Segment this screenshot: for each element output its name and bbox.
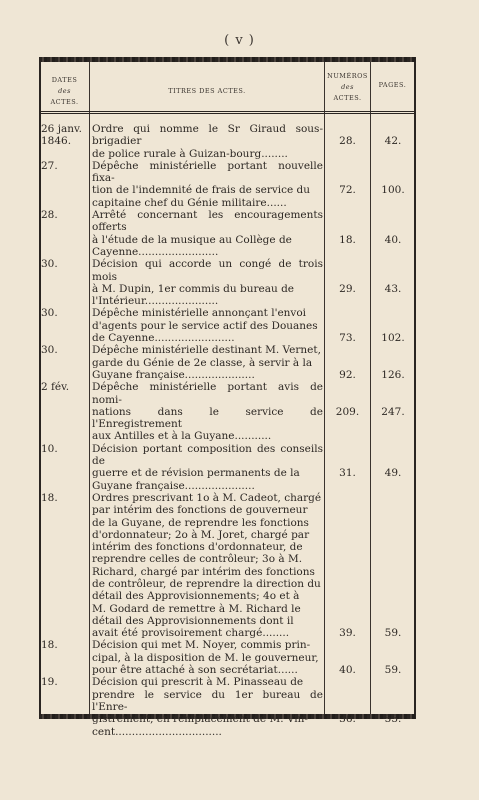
header-numbers-line2: des [341, 83, 354, 91]
row-title-line: Ordre qui nomme le Sr Giraud sous-brigadier [92, 123, 323, 148]
header-numbers-line3: ACTES. [333, 94, 362, 102]
row-title [92, 160, 323, 209]
row-title-line: tion de l'indemnité de frais de service du [92, 184, 311, 197]
row-date [41, 123, 83, 148]
row-date-line: 19. [41, 676, 58, 689]
row-date-line: 18. [41, 639, 58, 652]
row-title-line: à l'étude de la musique au Collège de [92, 233, 292, 246]
row-date [41, 676, 83, 688]
row-date [41, 492, 83, 504]
row-title-line: Décision qui accorde un congé de trois mois [92, 258, 323, 283]
page-number: ( v ) [224, 33, 255, 48]
row-act-number: 72. [339, 184, 356, 197]
table-row [39, 123, 416, 160]
table-row [39, 209, 416, 258]
row-act-number: 36. [339, 713, 356, 726]
row-title [92, 123, 323, 160]
row-page-number: 49. [384, 467, 402, 480]
row-title [92, 639, 323, 676]
row-title-line: l'Intérieur...................... [92, 295, 219, 308]
row-title-line: reprendre celles de contrôleur; 3o à M. [92, 553, 303, 566]
row-title-line: capitaine chef du Génie militaire...... [92, 196, 287, 209]
row-title-line: Dépêche ministérielle portant nouvelle fixa- [92, 159, 323, 185]
row-act-number: 29. [339, 282, 356, 295]
header-dates-line2: des [58, 87, 71, 95]
row-title-line: Décision portant composition des conseils de [92, 442, 323, 468]
row-act-number: 40. [339, 664, 356, 677]
table-body [39, 123, 416, 738]
row-date [41, 209, 83, 221]
row-title-line: de Cayenne........................ [92, 332, 235, 345]
row-date [41, 258, 83, 270]
row-page-number: 247. [381, 405, 405, 418]
row-act-number: 18. [339, 233, 356, 246]
row-page-number: 126. [381, 368, 405, 381]
row-date-line: 18. [41, 491, 58, 504]
row-title-line: gistrement, en remplacement de M. Vin- [92, 713, 308, 726]
row-title [92, 676, 323, 737]
row-title [92, 443, 323, 492]
row-title-line: d'agents pour le service actif des Douanes [92, 319, 318, 332]
row-page-number: 42. [384, 135, 402, 148]
row-date [41, 344, 83, 356]
row-title-line: M. Godard de remettre à M. Richard le [92, 602, 301, 615]
row-title-line: Décision qui met M. Noyer, commis prin- [92, 639, 311, 652]
header-titles: TITRES DES ACTES. [168, 87, 246, 95]
row-title-line: prendre le service du 1er bureau de l'Enre- [92, 688, 323, 713]
row-title-line: à M. Dupin, 1er commis du bureau de [92, 282, 295, 295]
table-row [39, 160, 416, 209]
row-title-line: Ordres prescrivant 1o à M. Cadeot, chargé [92, 491, 322, 504]
row-title-line: Richard, chargé par intérim des fonctions [92, 565, 315, 578]
row-title-line: d'ordonnateur; 2o à M. Joret, chargé par [92, 528, 310, 541]
row-date [41, 381, 83, 393]
row-page-number: 40. [384, 233, 402, 246]
row-title-line: par intérim des fonctions de gouverneur [92, 504, 308, 517]
row-title-line: de police rurale à Guizan-bourg........ [92, 147, 288, 160]
row-date-line: 30. [41, 258, 58, 271]
header-separator [39, 111, 416, 114]
row-date [41, 307, 83, 319]
table-row [39, 258, 416, 307]
row-title-line: Dépêche ministérielle annonçant l'envoi [92, 307, 307, 320]
row-act-number: 92. [339, 368, 356, 381]
row-date-line: 26 janv. [41, 123, 83, 135]
table-row [39, 381, 416, 442]
row-title-line: Décision qui prescrit à M. Pinasseau de [92, 676, 304, 689]
row-date-line: 1846. [41, 135, 72, 148]
row-date [41, 160, 83, 172]
row-title-line: cent................................ [92, 725, 222, 738]
row-date-line: 28. [41, 209, 58, 222]
row-page-number: 100. [381, 184, 405, 197]
row-act-number: 31. [339, 467, 356, 480]
row-title-line: cipal, à la disposition de M. le gouverneur, [92, 651, 319, 664]
row-date-line: 27. [41, 159, 58, 172]
row-title-line: guerre et de révision permanents de la [92, 467, 300, 480]
row-title-line: garde du Génie de 2e classe, à servir à la [92, 356, 313, 369]
row-act-number: 73. [339, 332, 356, 345]
row-title-line: intérim des fonctions d'ordonnateur, de [92, 541, 303, 554]
row-title-line: Cayenne........................ [92, 245, 219, 258]
header-dates-line3: ACTES. [50, 98, 79, 106]
row-date-line: 10. [41, 442, 58, 455]
table-row [39, 443, 416, 492]
row-title-line: Dépêche ministérielle destinant M. Vernet, [92, 344, 321, 357]
row-act-number: 28. [339, 135, 356, 148]
row-title-line: pour être attaché à son secrétariat...... [92, 664, 298, 677]
row-title-line: détail des Approvisionnements; 4o et à [92, 590, 300, 603]
row-date-line: 2 fév. [41, 381, 70, 394]
row-page-number: 43. [384, 282, 402, 295]
row-title-line: de la Guyane, de reprendre les fonctions [92, 516, 309, 529]
row-act-number: 39. [339, 627, 356, 640]
top-ornamental-rule [39, 57, 416, 62]
row-title [92, 307, 323, 344]
header-dates-line1: DATES [51, 76, 78, 84]
row-title-line: nations dans le service de l'Enregistrement [92, 405, 323, 431]
table-row [39, 307, 416, 344]
row-date [41, 639, 83, 651]
row-title [92, 381, 323, 442]
row-title-line: avait été provisoirement chargé........ [92, 627, 290, 640]
row-act-number: 209. [335, 405, 360, 418]
header-dates [41, 75, 88, 108]
row-title [92, 492, 323, 640]
row-title [92, 344, 323, 381]
row-title [92, 209, 323, 258]
table-row [39, 639, 416, 676]
row-date [41, 443, 83, 455]
row-title-line: Arrêté concernant les encouragements offerts [92, 209, 323, 234]
header-pages: PAGES. [378, 81, 407, 89]
row-page-number: 59. [384, 664, 402, 677]
table-of-acts [39, 57, 416, 738]
row-date-line: 30. [41, 344, 58, 357]
row-page-number: 59. [384, 627, 402, 640]
row-title-line: détail des Approvisionnements dont il [92, 614, 294, 627]
row-date-line: 30. [41, 307, 58, 320]
row-title-line: aux Antilles et à la Guyane........... [92, 430, 272, 443]
row-page-number: 102. [381, 332, 405, 345]
table-row [39, 344, 416, 381]
header-numbers [326, 71, 369, 104]
row-title-line: Guyane française..................... [92, 479, 255, 492]
row-page-number: 55. [384, 713, 402, 726]
row-title-line: Guyane française..................... [92, 368, 255, 381]
table-row [39, 676, 416, 737]
row-title-line: Dépêche ministérielle portant avis de nomi- [92, 381, 323, 406]
header-numbers-line1: NUMÉROS [327, 72, 368, 80]
row-title [92, 258, 323, 307]
row-title-line: de contrôleur, de reprendre la direction du [92, 577, 321, 590]
table-row [39, 492, 416, 640]
